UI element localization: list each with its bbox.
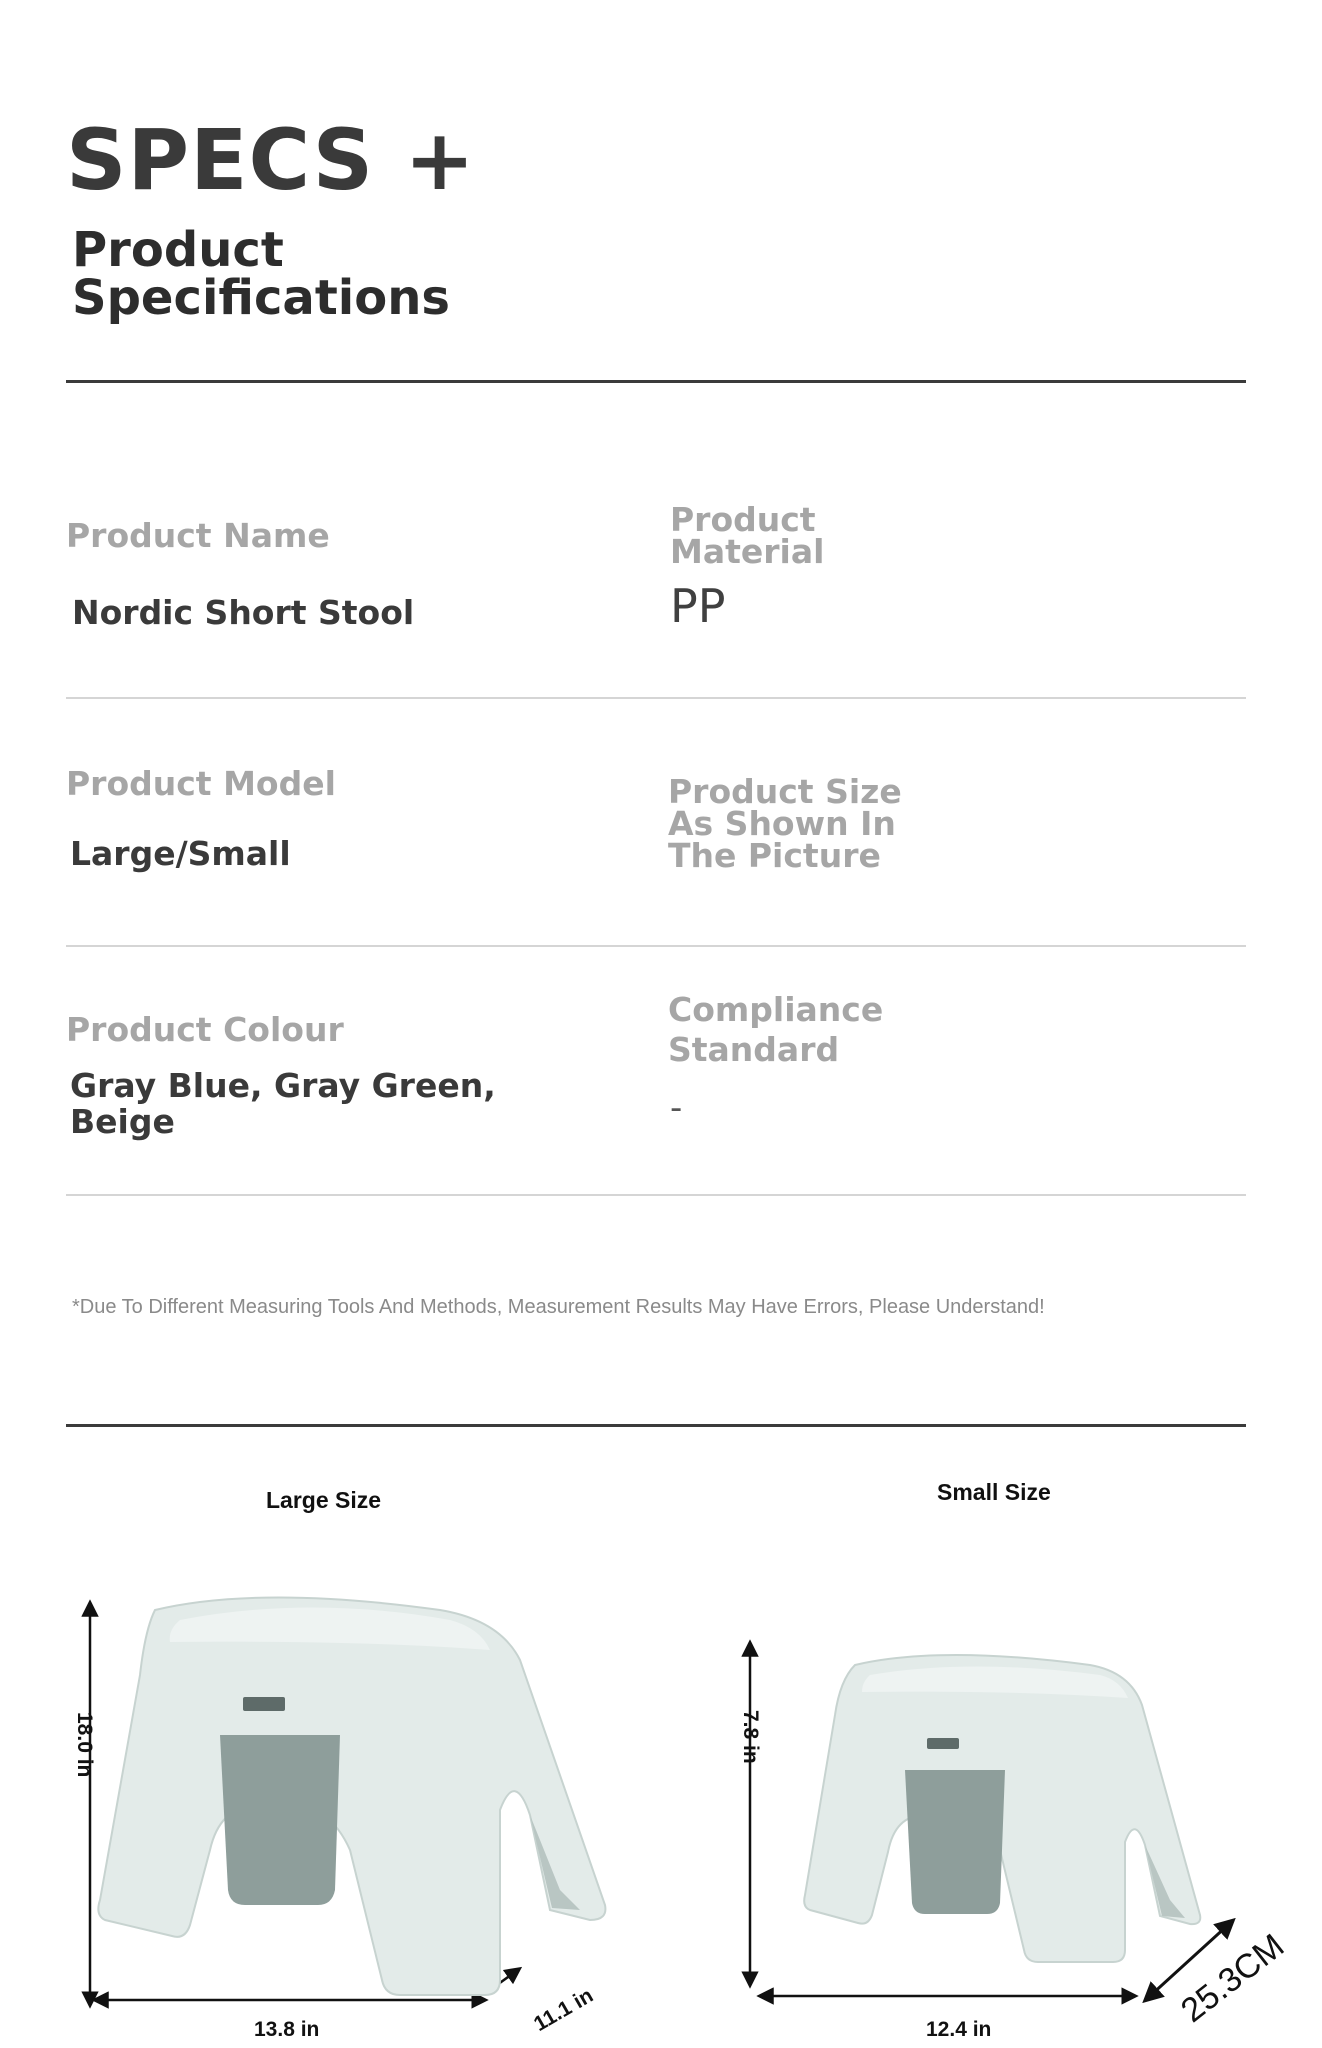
large-stool-body — [98, 1598, 605, 1996]
small-width-label: 12.4 in — [926, 2018, 992, 2041]
large-brand-tag — [243, 1697, 285, 1711]
small-size-label: Small Size — [937, 1479, 1051, 1505]
spec-label-colour: Product Colour — [66, 1010, 344, 1049]
spec-value-model: Large/Small — [70, 834, 291, 873]
spec-value-compliance: - — [670, 1088, 683, 1128]
section-title: Product Specifications — [72, 222, 450, 326]
large-stool-image — [98, 1598, 605, 1996]
measurement-note: *Due To Different Measuring Tools And Methods, Measurement Results May Have Errors, Please Understand! — [72, 1296, 1045, 1318]
header-divider — [66, 380, 1246, 383]
small-stool-figure — [720, 1620, 1280, 2040]
spec-label-compliance: Compliance Standard — [668, 990, 884, 1069]
row-divider-1 — [66, 697, 1246, 699]
spec-value-material: PP — [670, 579, 726, 633]
spec-label-size: Product Size As Shown In The Picture — [668, 772, 902, 875]
small-brand-tag — [927, 1738, 959, 1749]
small-height-label: 7.8 in — [739, 1710, 762, 1764]
large-width-label: 13.8 in — [254, 2018, 320, 2041]
large-height-label: 18.0 in — [73, 1712, 96, 1778]
large-depth-label: 11.1 in — [530, 1983, 598, 2036]
spec-value-colour: Gray Blue, Gray Green, Beige — [70, 1066, 496, 1141]
large-stool-figure — [60, 1580, 620, 2040]
spec-label-model: Product Model — [66, 764, 336, 803]
spec-label-name: Product Name — [66, 516, 330, 555]
specs-heading: SPECS + — [66, 111, 476, 209]
images-divider — [66, 1424, 1246, 1427]
spec-label-material: Product Material — [670, 500, 825, 571]
row-divider-3 — [66, 1194, 1246, 1196]
large-size-label: Large Size — [266, 1487, 382, 1513]
small-depth-label: 25.3CM — [1174, 1926, 1292, 2030]
large-stool-inner-leg — [220, 1735, 340, 1905]
row-divider-2 — [66, 945, 1246, 947]
small-stool-inner-leg — [905, 1770, 1005, 1914]
small-stool-image — [804, 1655, 1200, 1962]
spec-value-name: Nordic Short Stool — [72, 593, 415, 632]
